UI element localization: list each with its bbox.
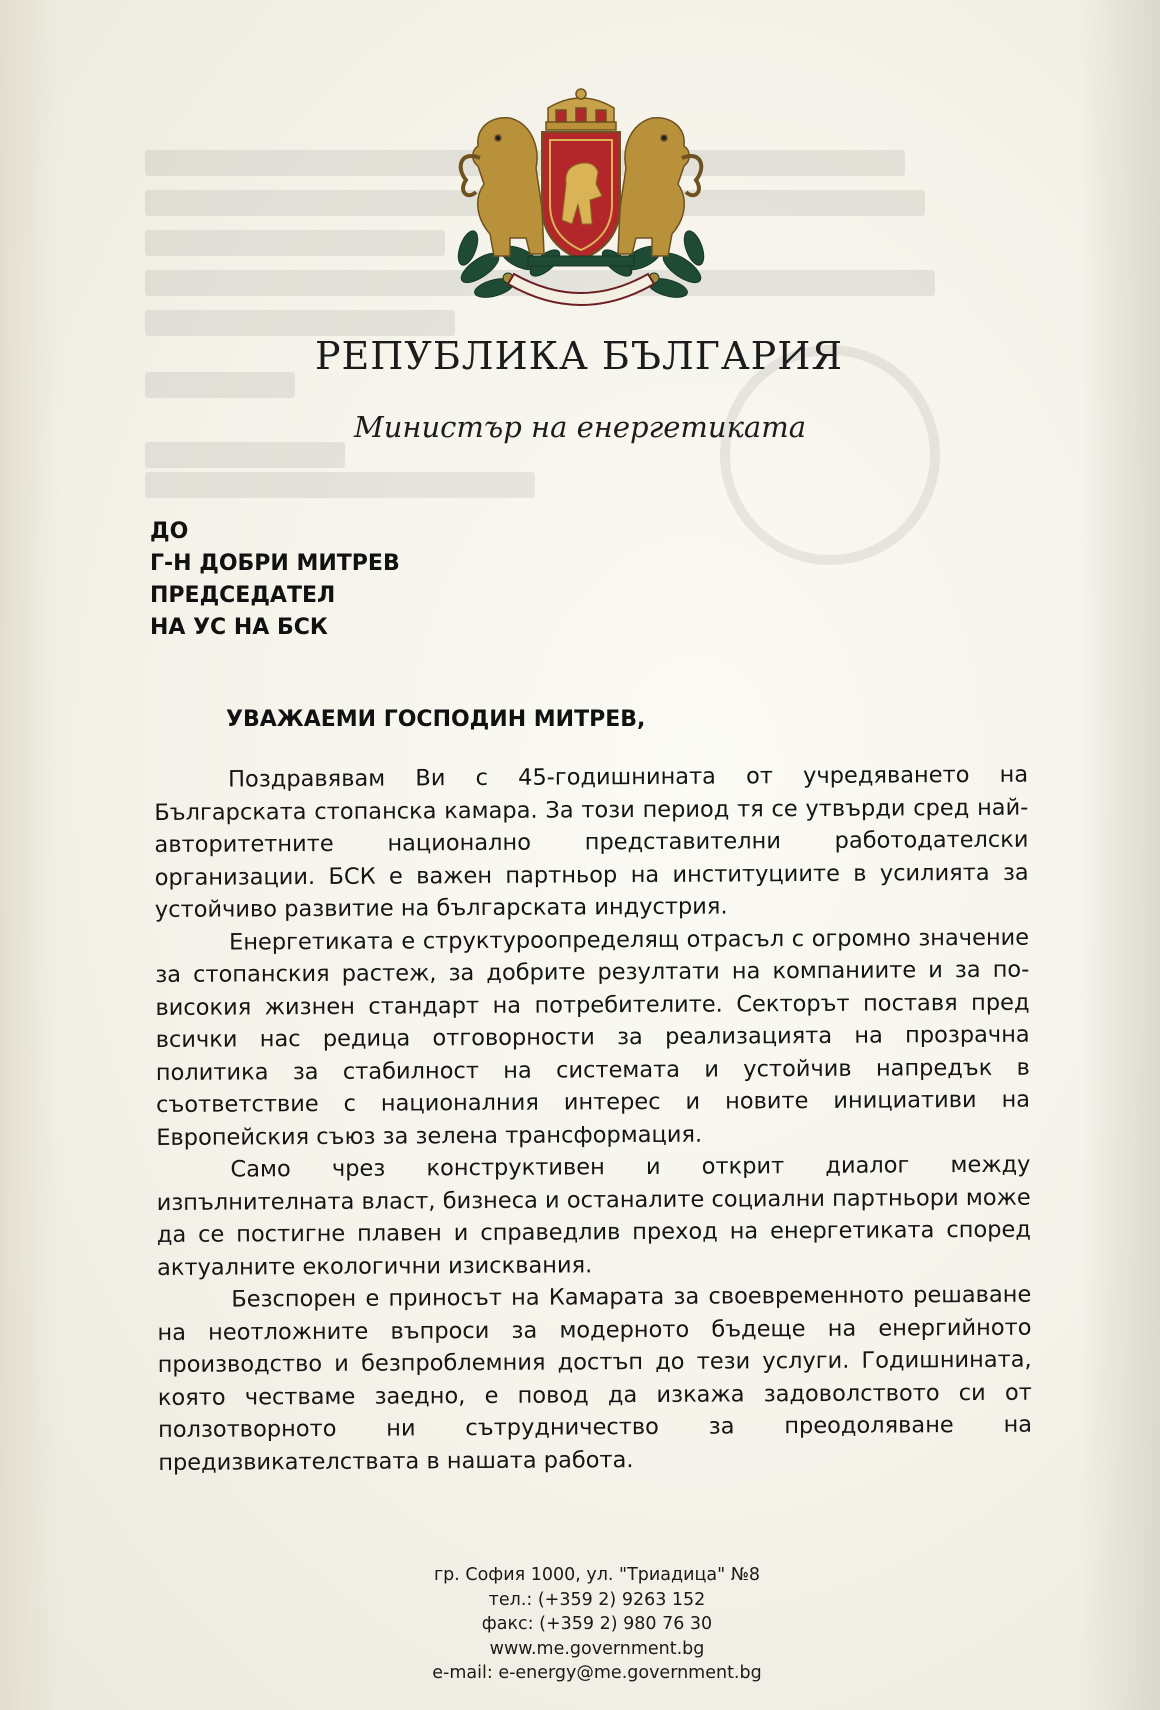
footer-website: www.me.government.bg [489, 1638, 705, 1659]
recipient-line-4: НА УС НА БСК [150, 615, 328, 640]
body-paragraph-1: Поздравявам Ви с 45-годишнината от учредяването на Българската стопанска камара. За този период тя се утвърди сред най-авторитетните национално представителни работодателски организации. БСК е важен партньор на институциите в усилията за устойчиво развитие на българската индустрия. [154, 761, 1029, 923]
office-name: Министър на енергетиката [354, 410, 806, 444]
office-heading [0, 410, 1160, 444]
shield [542, 132, 620, 260]
letter-footer [0, 1563, 1160, 1686]
letter-body [154, 759, 1032, 1479]
footer-address: гр. София 1000, ул. "Триадица" №8 [433, 1565, 761, 1585]
country-name: РЕПУБЛИКА БЪЛГАРИЯ [314, 334, 844, 378]
body-paragraph-4: Безспорен е приносът на Камарата за своевременното решаване на неотложните въпроси за модерното бъдеще на енергийното производство и безпроблемния достъп до тези услуги. Годишнината, която честваме заедно, е повод да изкажа задоволството си от ползотворното ни сътрудничество за преодоляване на предизвикателствата в нашата работа. [157, 1281, 1033, 1476]
body-paragraph-2: Енергетиката е структуроопределящ отрасъл с огромно значение за стопанския растеж, за добрите резултати на компаниите и за по-високия жизнен стандарт на потребителите. Секторът поставя пред всички нас редица отговорности за реализацията на прозрачна политика за стабилност на системата и устойчив напредък в съответствие с националния интерес и новите инициативи на Европейския съюз за зелена трансформация. [155, 924, 1031, 1151]
recipient-line-1: ДО [150, 519, 189, 544]
recipient-line-3: ПРЕДСЕДАТЕЛ [150, 583, 336, 608]
footer-phone: тел.: (+359 2) 9263 152 [488, 1589, 706, 1610]
footer-email: e-mail: e-energy@me.government.bg [432, 1663, 762, 1683]
coat-of-arms-emblem [450, 88, 712, 314]
recipient-block [150, 516, 400, 644]
salutation: УВАЖАЕМИ ГОСПОДИН МИТРЕВ, [226, 707, 646, 732]
recipient-line-2: Г-Н ДОБРИ МИТРЕВ [150, 551, 400, 576]
footer-fax: факс: (+359 2) 980 76 30 [481, 1614, 713, 1634]
body-paragraph-3: Само чрез конструктивен и открит диалог между изпълнителната власт, бизнеса и останалите социални партньори може да се постигне плавен и справедлив преход на енергетиката според актуалните екологични изисквания. [156, 1151, 1031, 1281]
crown [546, 89, 616, 130]
country-heading [0, 334, 1160, 378]
